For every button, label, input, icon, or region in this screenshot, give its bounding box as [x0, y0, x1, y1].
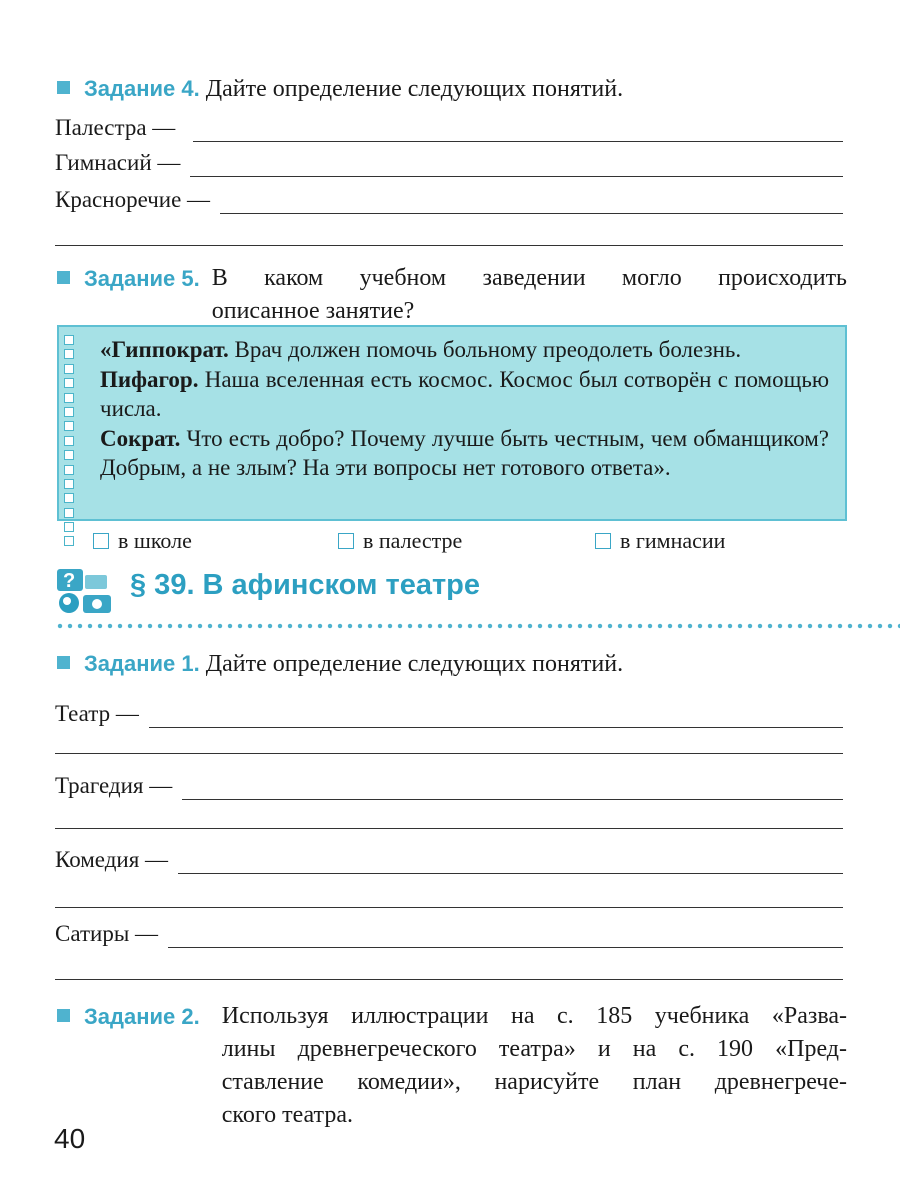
- task-2-line: лины древнегреческого театра» и на с. 190 «Пред-: [221, 1036, 847, 1062]
- option-label: в гимнасии: [620, 528, 726, 553]
- term-label: Сатиры —: [55, 921, 159, 946]
- books-question-icon: [55, 565, 113, 617]
- speaker-name: Сократ.: [100, 425, 181, 451]
- definition-row-tragedy: [55, 768, 843, 800]
- definition-row-comedy: [55, 842, 843, 874]
- answer-line[interactable]: [190, 154, 843, 177]
- task-4-label: Задание 4.: [84, 76, 200, 101]
- section-header: [55, 565, 885, 621]
- definition-row-satyrs: [55, 916, 843, 948]
- term-label: Театр —: [55, 701, 139, 726]
- task-2-line: ставление комедии», нарисуйте план древнегрече-: [221, 1069, 847, 1095]
- quote-paragraph: [100, 365, 829, 424]
- answer-line[interactable]: [55, 244, 843, 246]
- quote-paragraph: [100, 335, 829, 365]
- term-label: Трагедия —: [55, 773, 173, 798]
- answer-line[interactable]: [193, 119, 843, 142]
- task-4-heading: [57, 72, 847, 106]
- speaker-text: Врач должен помочь больному преодолеть болезнь.: [228, 337, 742, 362]
- task-5-text-line2: описанное занятие?: [211, 298, 415, 324]
- answer-line[interactable]: [55, 978, 843, 980]
- term-label: Палестра —: [55, 115, 176, 140]
- definition-row-theatre: [55, 696, 843, 728]
- bullet-square-icon: [57, 271, 70, 284]
- task-2-heading: [57, 1000, 847, 1132]
- option-school[interactable]: [93, 528, 192, 554]
- answer-line[interactable]: [178, 851, 843, 874]
- speaker-text: Наша вселенная есть космос. Космос был сотворён с помощью числа.: [100, 366, 829, 421]
- definition-row-palestra: [55, 110, 843, 142]
- task-5-text-line1: В каком учебном заведении могло происходить: [211, 265, 847, 291]
- answer-line[interactable]: [55, 827, 843, 829]
- option-label: в школе: [118, 528, 192, 553]
- task-4-text: Дайте определение следующих понятий.: [205, 76, 624, 102]
- option-palestra[interactable]: [338, 528, 462, 554]
- answer-line[interactable]: [182, 777, 843, 800]
- answer-options: [93, 528, 793, 558]
- task-2-line: ского театра.: [221, 1102, 353, 1128]
- task-1-label: Задание 1.: [84, 651, 200, 676]
- quote-text: [100, 335, 829, 483]
- definition-row-eloquence: [55, 182, 843, 214]
- answer-line[interactable]: [55, 752, 843, 754]
- checkbox[interactable]: [595, 533, 611, 549]
- answer-line[interactable]: [55, 906, 843, 908]
- answer-line[interactable]: [168, 925, 843, 948]
- bullet-square-icon: [57, 81, 70, 94]
- task-5-heading: [57, 262, 847, 328]
- quote-box: [57, 325, 847, 521]
- answer-line[interactable]: [149, 705, 843, 728]
- option-label: в палестре: [363, 528, 463, 553]
- option-gymnasium[interactable]: [595, 528, 725, 554]
- page-number: 40: [54, 1123, 86, 1154]
- task-5-label: Задание 5.: [84, 266, 200, 291]
- notebook-holes-decoration: [64, 335, 76, 546]
- task-2-label: Задание 2.: [84, 1004, 200, 1029]
- task-1-text: Дайте определение следующих понятий.: [205, 651, 624, 677]
- svg-text:?: ?: [63, 570, 76, 592]
- speaker-name: Пифагор.: [100, 366, 199, 392]
- term-label: Комедия —: [55, 847, 169, 872]
- term-label: Гимнасий —: [55, 150, 181, 175]
- section-title: § 39. В афинском театре: [130, 569, 481, 601]
- bullet-square-icon: [57, 1009, 70, 1022]
- quote-paragraph: [100, 424, 829, 483]
- term-label: Красноречие —: [55, 187, 211, 212]
- answer-line[interactable]: [220, 191, 843, 214]
- dotted-divider: [55, 623, 900, 629]
- speaker-name: «Гиппократ.: [100, 337, 229, 362]
- speaker-text: Что есть добро? Почему лучше быть честным, чем обманщиком? Добрым, а не злым? На эти вопросы нет готового ответа».: [100, 425, 829, 480]
- checkbox[interactable]: [338, 533, 354, 549]
- task-1-heading: [57, 647, 847, 681]
- bullet-square-icon: [57, 656, 70, 669]
- checkbox[interactable]: [93, 533, 109, 549]
- definition-row-gymnasium: [55, 145, 843, 177]
- task-2-line: Используя иллюстрации на с. 185 учебника «Разва-: [221, 1003, 847, 1029]
